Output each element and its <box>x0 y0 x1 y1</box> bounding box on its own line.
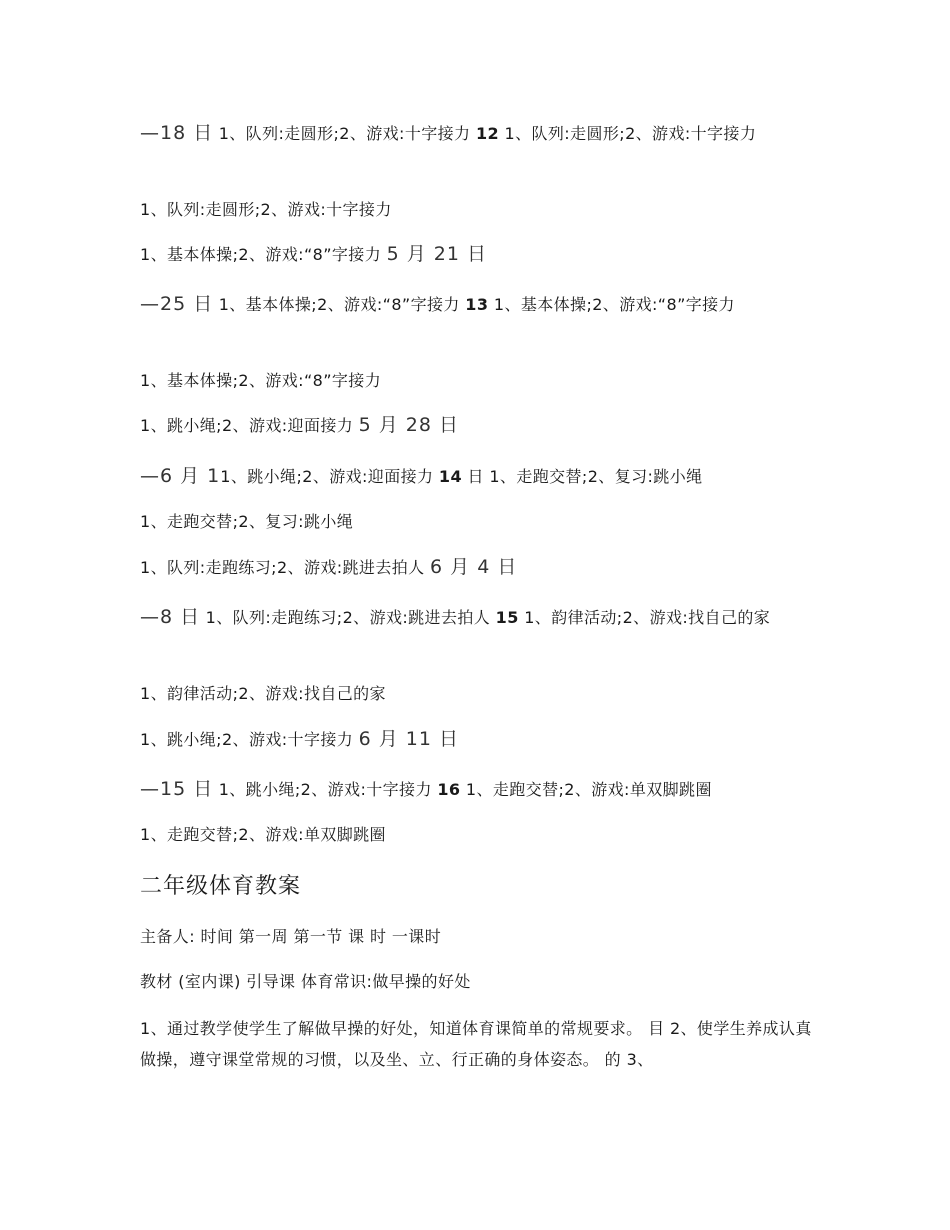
date-range: —18 日 <box>140 122 214 144</box>
lesson-text: 1、跳小绳;2、游戏:十字接力 <box>213 780 438 799</box>
lesson-text: 1、基本体操;2、游戏:“8”字接力 <box>213 295 466 314</box>
schedule-row <box>140 729 459 750</box>
date-range: —6 月 1 <box>140 465 221 487</box>
schedule-row-week16 <box>140 779 712 800</box>
week-number: 16 <box>437 780 461 799</box>
week-number: 15 <box>495 608 519 627</box>
lesson-text: 1、跳小绳;2、游戏:十字接力 <box>140 730 359 749</box>
date-range: —8 日 <box>140 606 201 628</box>
lesson-text: 1、跳小绳;2、游戏:迎面接力 <box>140 416 359 435</box>
week-number: 13 <box>465 295 489 314</box>
lesson-text: 1、队列:走圆形;2、游戏:十字接力 <box>499 124 757 143</box>
lesson-text: 1、走跑交替;2、游戏:单双脚跳圈 <box>460 780 712 799</box>
week-number: 12 <box>475 124 500 143</box>
date-range: 6 月 4 日 <box>430 556 518 578</box>
lesson-text: 1、队列:走圆形;2、游戏:十字接力 <box>213 124 476 143</box>
schedule-row <box>140 371 381 391</box>
lesson-material: 教材 (室内课) 引导课 体育常识:做早操的好处 <box>140 972 471 991</box>
lesson-meta: 主备人: 时间 第一周 第一节 课 时 一课时 <box>140 927 442 946</box>
section-heading: 二年级体育教案 <box>140 874 302 899</box>
schedule-row-week14 <box>140 466 703 487</box>
schedule-row <box>140 557 517 578</box>
schedule-row <box>140 244 487 265</box>
schedule-row <box>140 200 392 220</box>
lesson-text: 1、走跑交替;2、复习:跳小绳 <box>140 512 354 531</box>
schedule-row <box>140 684 386 704</box>
lesson-text: 1、队列:走圆形;2、游戏:十字接力 <box>140 200 392 219</box>
objective-paragraph: 1、通过教学使学生了解做早操的好处，知道体育课简单的常规要求。 目 2、使学生养成认真做操，遵守课堂常规的习惯，以及坐、立、行正确的身体姿态。 的 3、 <box>140 1019 812 1069</box>
lesson-text: 日 1、走跑交替;2、复习:跳小绳 <box>461 467 703 486</box>
lesson-text: 1、跳小绳;2、游戏:迎面接力 <box>220 467 439 486</box>
lesson-text: 1、韵律活动;2、游戏:找自己的家 <box>518 608 771 627</box>
date-range: 5 月 21 日 <box>386 243 487 265</box>
date-range: 6 月 11 日 <box>358 728 460 750</box>
schedule-row-week12 <box>140 118 812 149</box>
schedule-row <box>140 825 386 845</box>
schedule-row <box>140 512 353 532</box>
lesson-text: 1、走跑交替;2、游戏:单双脚跳圈 <box>140 825 386 844</box>
lesson-text: 1、基本体操;2、游戏:“8”字接力 <box>488 295 735 314</box>
schedule-row <box>140 415 459 436</box>
lesson-text: 1、队列:走跑练习;2、游戏:跳进去拍人 <box>200 608 496 627</box>
date-range: —15 日 <box>140 778 214 800</box>
lesson-text: 1、基本体操;2、游戏:“8”字接力 <box>140 371 382 390</box>
week-number: 14 <box>438 467 462 486</box>
lesson-text: 1、韵律活动;2、游戏:找自己的家 <box>140 684 386 703</box>
schedule-row-week15 <box>140 602 812 633</box>
date-range: 5 月 28 日 <box>358 414 460 436</box>
date-range: —25 日 <box>140 293 214 315</box>
lesson-text: 1、基本体操;2、游戏:“8”字接力 <box>140 245 387 264</box>
schedule-row-week13 <box>140 289 812 320</box>
lesson-text: 1、队列:走跑练习;2、游戏:跳进去拍人 <box>140 558 431 577</box>
